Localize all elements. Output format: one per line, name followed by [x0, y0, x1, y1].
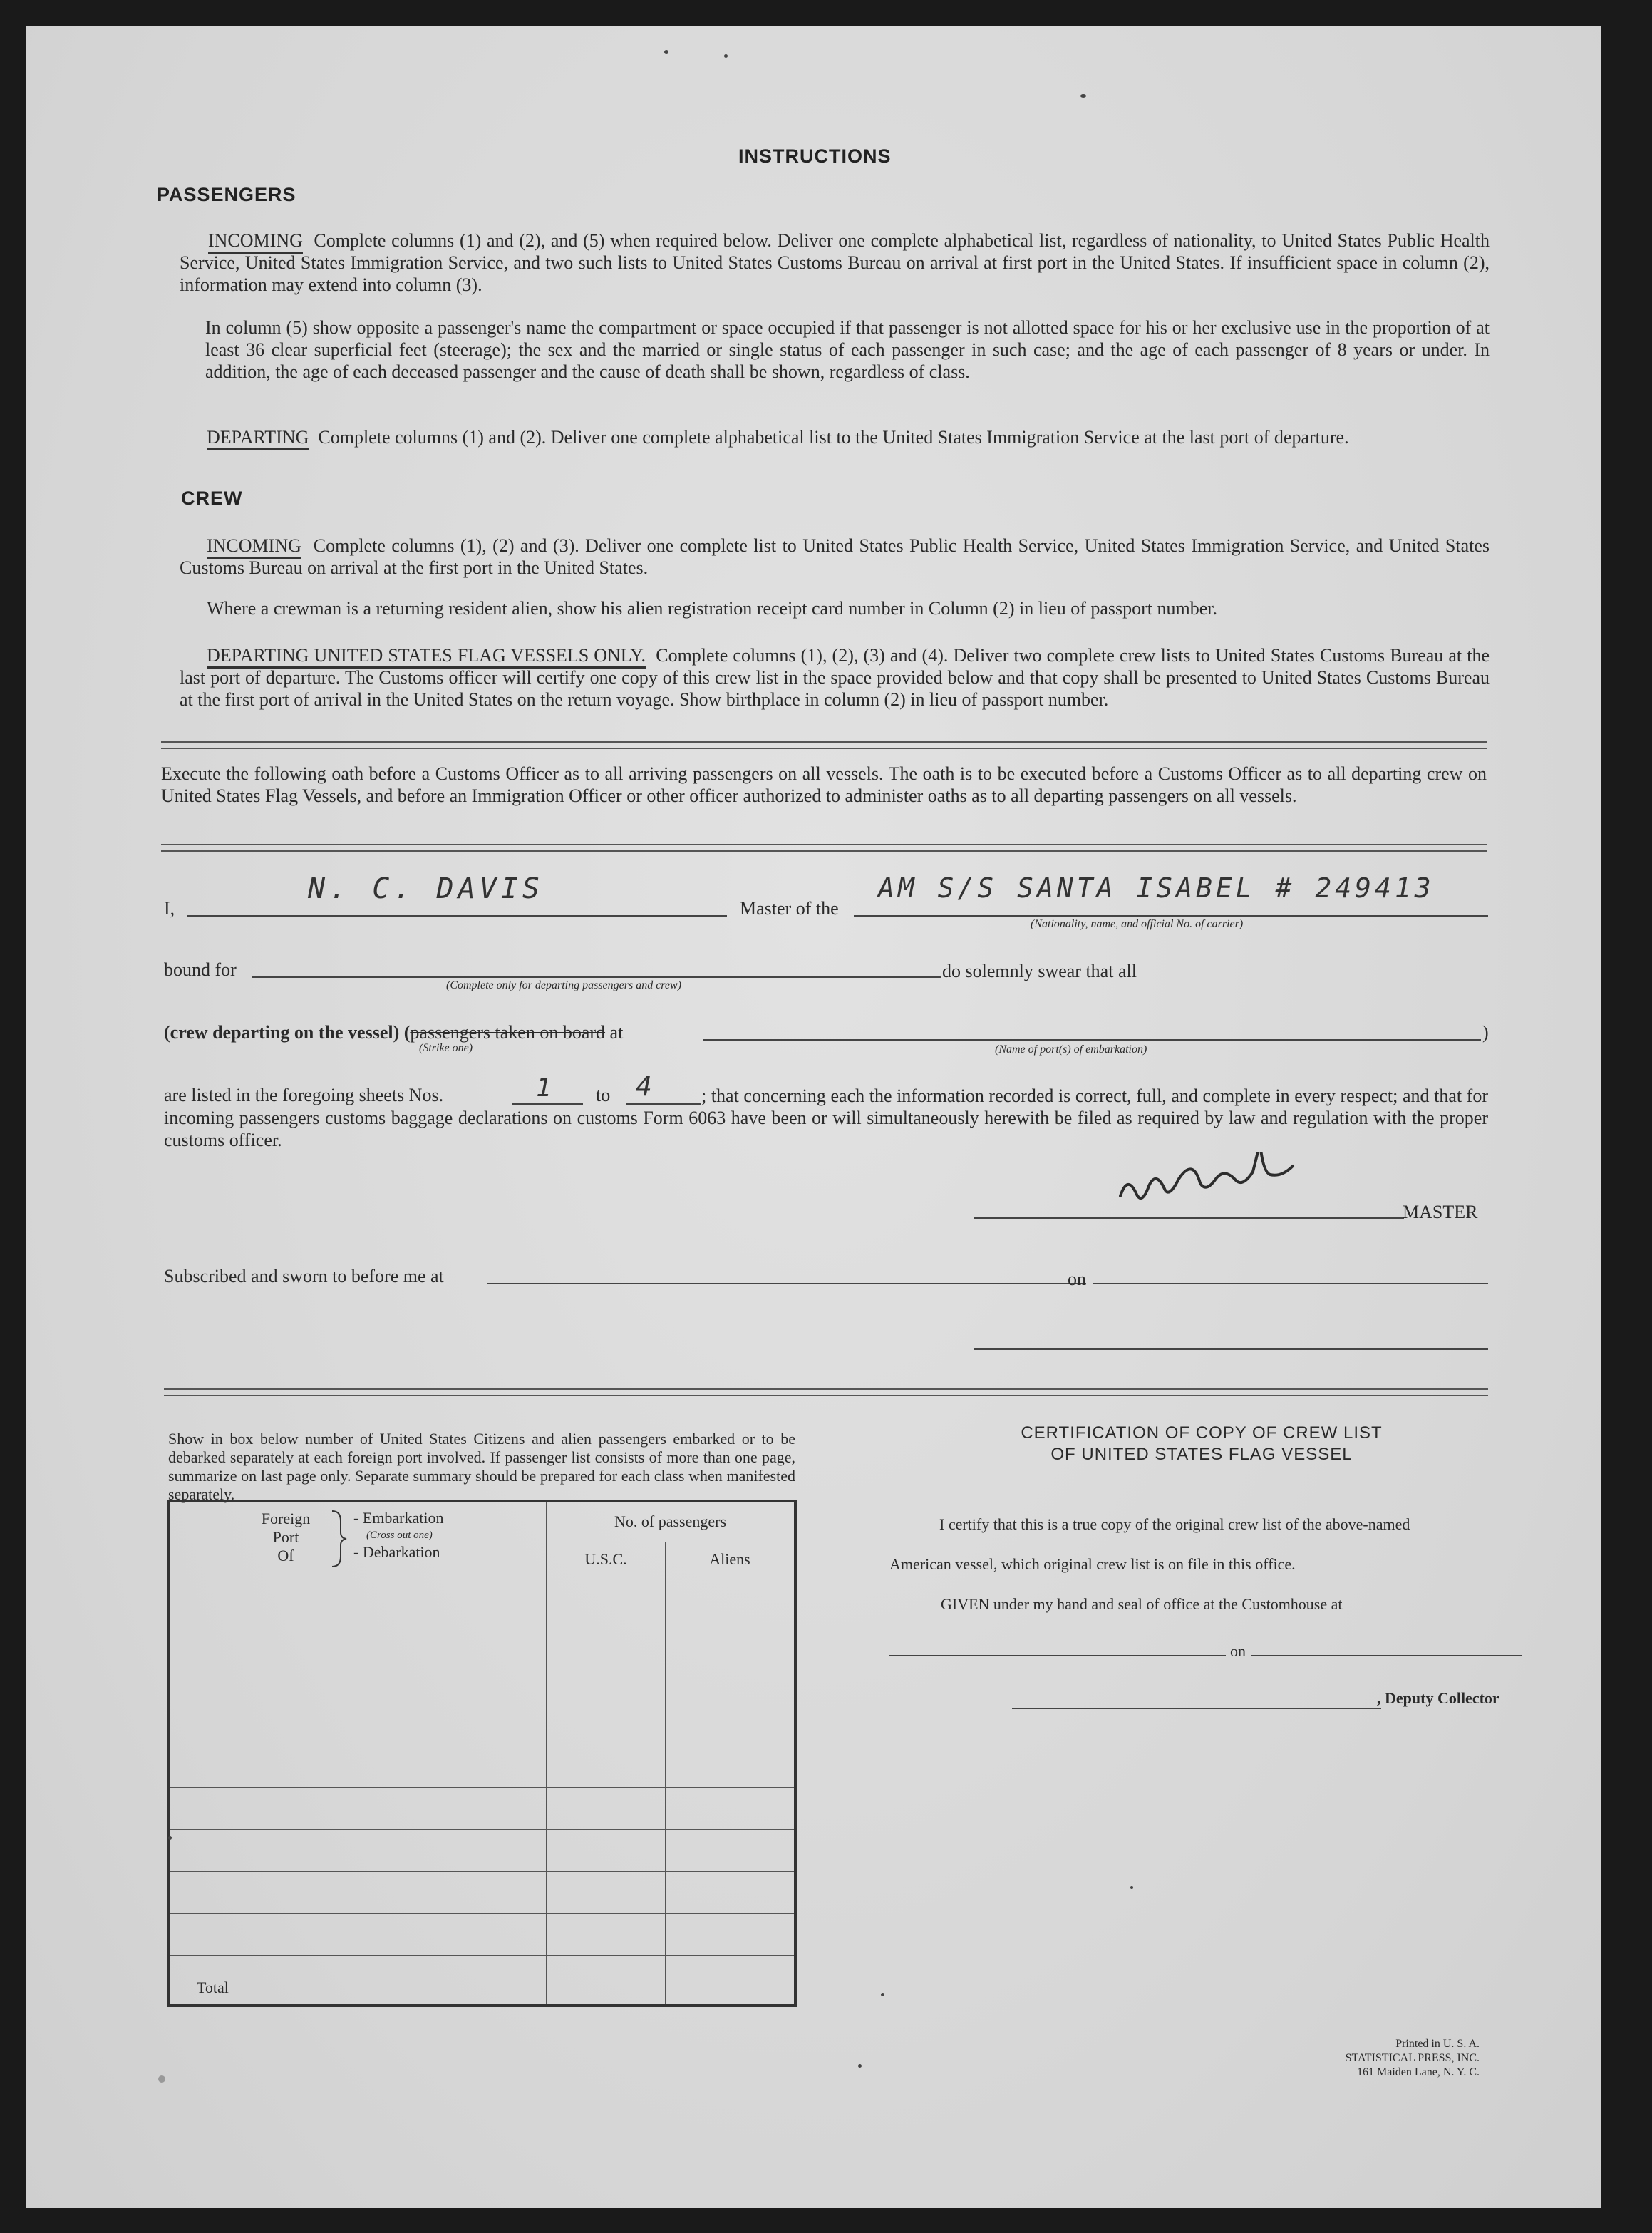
foreign-port-header: [168, 1501, 547, 1577]
crew-incoming-paragraph: [180, 535, 1490, 579]
cross-out-caption: (Cross out one): [366, 1530, 433, 1541]
passengers-incoming-text: Complete columns (1) and (2), and (5) when required below. Deliver one complete alphabetical list, regardless of nationality, to United States Public Health Service, United States Immigration Service, and two such lists to United States Customs Bureau on arrival at first port in the United States. If insufficient space in column (2), information may extend into column (3).: [180, 230, 1490, 295]
passengers-departing-paragraph: [180, 426, 1490, 448]
master-signature-line: [974, 1217, 1404, 1219]
crew-departing-text: Complete columns (1), (2), (3) and (4). Deliver two complete crew lists to United States Customs Bureau at the last port of departure. The Customs officer will certify one copy of this crew list in the space provided below and that copy shall be presented to United States Customs Bureau at the first port of arrival in the United States on the return voyage. Show birthplace in column (2) in lieu of passport number.: [180, 645, 1490, 710]
subscribed-date-line: [1093, 1283, 1488, 1284]
oath-instructions: Execute the following oath before a Customs Officer as to all arriving passengers on all vessels. The oath is to be executed before a Customs Officer as to all departing crew on United States Flag Vessels, and before an Immigration Officer or other officer authorized to administer oaths as to all departing passengers on all vessels.: [161, 763, 1487, 806]
crew-heading: CREW: [181, 488, 243, 509]
table-row: [168, 1914, 795, 1956]
vessel-caption: (Nationality, name, and official No. of carrier): [1031, 918, 1244, 930]
table-row: [168, 1577, 795, 1619]
summary-instructions: Show in box below number of United States Citizens and alien passengers embarked or to be debarked separately at each foreign port involved. If passenger list consists of more than one page, summarize on last page only. Separate summary should be prepared for each class when manifested separately.: [168, 1430, 795, 1503]
table-row: [168, 1830, 795, 1872]
at-label: at: [609, 1022, 624, 1043]
oath-divider: [161, 844, 1487, 852]
usc-header: U.S.C.: [547, 1542, 666, 1577]
usc-cell[interactable]: [547, 1872, 666, 1914]
aliens-cell[interactable]: [666, 1914, 796, 1956]
passengers-column5-paragraph: In column (5) show opposite a passenger's name the compartment or space occupied if that passenger is not allotted space for his or her exclusive use in the proportion of at least 36 clear superficial feet (steerage); the sex and the married or single status of each passenger in such case; and the age of each passenger of 8 years or under. In addition, the age of each deceased passenger and the cause of death shall be shown, regardless of class.: [205, 317, 1490, 382]
usc-cell[interactable]: [547, 1619, 666, 1661]
port-cell[interactable]: [168, 1619, 547, 1661]
oath-i-label: I,: [164, 898, 175, 919]
certification-date-line: [1251, 1655, 1522, 1656]
subscribed-place-line: [487, 1283, 1086, 1284]
master-name-line: [187, 915, 727, 917]
port-embarkation-line: [703, 1039, 1481, 1041]
passenger-summary-table: [167, 1500, 797, 2007]
printer-line1: Printed in U. S. A.: [1395, 2038, 1480, 2050]
port-cell[interactable]: [168, 1914, 547, 1956]
summary-divider: [164, 1388, 1488, 1396]
crew-incoming-label: INCOMING: [207, 535, 301, 559]
table-row: [168, 1619, 795, 1661]
crew-departing-paragraph: [180, 644, 1490, 711]
total-row: [168, 1956, 795, 2006]
sheet-to-field[interactable]: 4: [636, 1071, 656, 1102]
port-label: Port: [272, 1528, 299, 1546]
crew-resident-paragraph: Where a crewman is a returning resident alien, show his alien registration receipt card number in Column (2) in lieu of passport number.: [207, 598, 1218, 619]
embarkation-label: - Embarkation: [353, 1509, 444, 1527]
usc-cell[interactable]: [547, 1830, 666, 1872]
vessel-line: [854, 915, 1488, 917]
crew-departing-line: [164, 1022, 623, 1043]
master-name-field[interactable]: N. C. DAVIS: [308, 872, 544, 905]
to-label: to: [596, 1085, 611, 1105]
bound-for-caption: (Complete only for departing passengers and crew): [446, 979, 682, 991]
aliens-cell[interactable]: [666, 1872, 796, 1914]
port-cell[interactable]: [168, 1872, 547, 1914]
brace-icon: [329, 1508, 348, 1569]
crew-departing-text: (crew departing on the vessel) (: [164, 1022, 411, 1043]
bound-for-label: bound for: [164, 959, 237, 980]
swear-text: do solemnly swear that all: [942, 961, 1137, 981]
table-row: [168, 1661, 795, 1703]
aliens-header: Aliens: [666, 1542, 796, 1577]
table-row: [168, 1788, 795, 1830]
port-cell[interactable]: [168, 1703, 547, 1745]
scan-speck: [1080, 94, 1086, 98]
subscribed-on-label: on: [1068, 1269, 1086, 1289]
strike-caption: (Strike one): [419, 1042, 473, 1054]
usc-total-cell[interactable]: [547, 1956, 666, 2006]
foreign-label: Foreign: [261, 1510, 311, 1527]
certification-title-line1: CERTIFICATION OF COPY OF CREW LIST: [1021, 1423, 1383, 1443]
certification-title-line2: OF UNITED STATES FLAG VESSEL: [1050, 1445, 1353, 1464]
close-paren: ): [1482, 1022, 1489, 1043]
master-label: MASTER: [1403, 1202, 1478, 1222]
no-of-passengers-header: No. of passengers: [547, 1501, 796, 1542]
aliens-cell[interactable]: [666, 1745, 796, 1788]
sheet-from-field[interactable]: 1: [536, 1073, 556, 1103]
printer-imprint: [1280, 2037, 1480, 2080]
table-row: [168, 1872, 795, 1914]
section-divider: [161, 741, 1487, 749]
table-row: [168, 1703, 795, 1745]
scan-speck: [158, 2075, 165, 2083]
port-cell[interactable]: [168, 1577, 547, 1619]
scan-speck: [881, 1993, 884, 1996]
table-row: [168, 1745, 795, 1788]
bound-for-line: [252, 976, 941, 978]
usc-cell[interactable]: [547, 1745, 666, 1788]
deputy-collector-label: , Deputy Collector: [1377, 1689, 1499, 1707]
passengers-departing-text: Complete columns (1) and (2). Deliver one complete alphabetical list to the United States Immigration Service at the last port of departure.: [318, 427, 1349, 448]
passengers-departing-label: DEPARTING: [207, 427, 309, 450]
usc-cell[interactable]: [547, 1661, 666, 1703]
aliens-total-cell[interactable]: [666, 1956, 796, 2006]
scan-speck: [858, 2064, 862, 2068]
usc-cell[interactable]: [547, 1914, 666, 1956]
port-cell[interactable]: [168, 1661, 547, 1703]
certify-line2: American vessel, which original crew list is on file in this office.: [889, 1555, 1296, 1573]
deputy-signature-line: [1012, 1708, 1381, 1709]
certify-line1: I certify that this is a true copy of the original crew list of the above-named: [939, 1515, 1410, 1533]
certification-title: [902, 1423, 1501, 1465]
crew-incoming-text: Complete columns (1), (2) and (3). Deliver one complete list to United States Public Health Service, United States Immigration Service, and United States Customs Bureau on arrival at the first port in the United States.: [180, 535, 1490, 578]
of-label: Of: [277, 1547, 294, 1564]
passengers-incoming-paragraph: [180, 230, 1490, 296]
instructions-heading: INSTRUCTIONS: [738, 145, 892, 167]
oath-statement: ; that concerning each the information recorded is correct, full, and complete in every respect; and that for incoming passengers customs baggage declarations on customs Form 6063 have been or will simultaneously herewith be filed as required by law and regulation with the proper customs officer.: [164, 1085, 1488, 1150]
total-label: Total: [168, 1956, 547, 2006]
certification-on-label: on: [1230, 1642, 1246, 1660]
scan-speck: [168, 1836, 172, 1840]
port-cell[interactable]: [168, 1745, 547, 1788]
scan-speck: [724, 54, 728, 58]
usc-cell[interactable]: [547, 1788, 666, 1830]
aliens-cell[interactable]: [666, 1788, 796, 1830]
scan-speck: [664, 50, 668, 54]
aliens-cell[interactable]: [666, 1830, 796, 1872]
aliens-cell[interactable]: [666, 1577, 796, 1619]
customhouse-line: [889, 1655, 1226, 1656]
scan-speck: [1130, 1886, 1133, 1889]
passengers-heading: PASSENGERS: [157, 184, 296, 205]
strike-passengers-text: passengers taken on board: [410, 1022, 606, 1043]
crew-departing-label: DEPARTING UNITED STATES FLAG VESSELS ONLY.: [207, 645, 646, 669]
master-of-label: Master of the: [740, 898, 839, 919]
aliens-cell[interactable]: [666, 1619, 796, 1661]
usc-cell[interactable]: [547, 1577, 666, 1619]
given-text: GIVEN under my hand and seal of office at the Customhouse at: [941, 1595, 1343, 1613]
port-cell[interactable]: [168, 1830, 547, 1872]
debarkation-label: - Debarkation: [353, 1543, 440, 1561]
passengers-incoming-label: INCOMING: [208, 230, 303, 254]
subscribed-label: Subscribed and sworn to before me at: [164, 1266, 444, 1286]
port-cell[interactable]: [168, 1788, 547, 1830]
aliens-cell[interactable]: [666, 1703, 796, 1745]
vessel-field[interactable]: AM S/S SANTA ISABEL # 249413: [878, 872, 1435, 904]
printer-line2: STATISTICAL PRESS, INC.: [1345, 2052, 1480, 2064]
ports-caption: (Name of port(s) of embarkation): [995, 1043, 1147, 1056]
master-signature: [1095, 1152, 1337, 1223]
listed-text: are listed in the foregoing sheets Nos.: [164, 1085, 444, 1105]
printer-line3: 161 Maiden Lane, N. Y. C.: [1357, 2066, 1480, 2078]
usc-cell[interactable]: [547, 1703, 666, 1745]
aliens-cell[interactable]: [666, 1661, 796, 1703]
form-sheet: [26, 26, 1601, 2208]
officer-signature-line: [974, 1348, 1488, 1350]
